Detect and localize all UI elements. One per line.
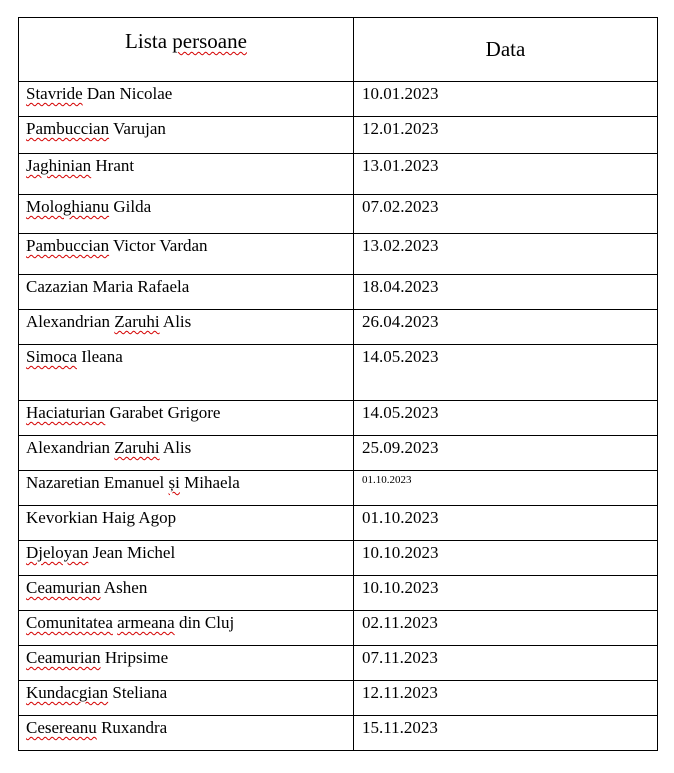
table-row (19, 234, 658, 275)
date-cell: 13.02.2023 (354, 234, 658, 275)
date-cell: 14.05.2023 (354, 345, 658, 401)
person-name-text: Ceamurian (26, 578, 101, 597)
person-name-text: Cazazian Maria Rafaela (26, 277, 190, 296)
table-row (19, 275, 658, 310)
person-name-text: Gilda (109, 197, 152, 216)
date-cell: 07.02.2023 (354, 195, 658, 234)
date-cell: 25.09.2023 (354, 436, 658, 471)
person-name-cell (19, 646, 354, 681)
person-name-text: Garabet Grigore (105, 403, 221, 422)
table-row (19, 646, 658, 681)
person-name-text: Haciaturian (26, 403, 106, 422)
person-name-text: armeana (117, 613, 175, 632)
person-name-text: Comunitatea (26, 613, 113, 632)
persons-table (18, 17, 658, 751)
person-name-text: Alis (159, 438, 192, 457)
date-cell: 12.01.2023 (354, 117, 658, 154)
person-name-cell (19, 310, 354, 345)
person-name-cell (19, 716, 354, 751)
person-name-text: Stavride (26, 84, 83, 103)
table-row (19, 154, 658, 195)
person-name-text: Mologhianu (26, 197, 110, 216)
person-name-cell (19, 576, 354, 611)
date-cell: 02.11.2023 (354, 611, 658, 646)
person-name-text: Mihaela (179, 473, 240, 492)
date-cell: 12.11.2023 (354, 681, 658, 716)
person-name-cell (19, 234, 354, 275)
table-row (19, 541, 658, 576)
table-row (19, 471, 658, 506)
person-name-text: Ileana (77, 347, 123, 366)
person-name-text: Kundacgian (26, 683, 109, 702)
person-name-text: Ashen (100, 578, 148, 597)
table-row (19, 401, 658, 436)
date-cell: 18.04.2023 (354, 275, 658, 310)
person-name-text: Simoca (26, 347, 77, 366)
person-name-text: Jean Michel (88, 543, 176, 562)
person-name-text: Steliana (108, 683, 168, 702)
date-cell: 13.01.2023 (354, 154, 658, 195)
date-cell: 26.04.2023 (354, 310, 658, 345)
person-name-cell (19, 506, 354, 541)
table-row (19, 716, 658, 751)
table-row (19, 345, 658, 401)
person-name-text: Alis (159, 312, 192, 331)
person-name-text: Ruxandra (96, 718, 168, 737)
header-cell-date (354, 18, 658, 82)
table-row (19, 681, 658, 716)
person-name-text: Alexandrian (26, 438, 115, 457)
person-name-cell (19, 154, 354, 195)
person-name-text: Zaruhi (114, 438, 160, 457)
table-row (19, 117, 658, 154)
person-name-cell (19, 681, 354, 716)
header-date-label: Data (485, 37, 526, 61)
header-list-label: Lista persoane (125, 29, 247, 53)
table-row (19, 82, 658, 117)
person-name-cell (19, 195, 354, 234)
person-name-text: Pambuccian (26, 119, 110, 138)
table-row (19, 195, 658, 234)
table-row (19, 576, 658, 611)
table-row (19, 611, 658, 646)
date-cell: 07.11.2023 (354, 646, 658, 681)
person-name-text: Djeloyan (26, 543, 89, 562)
person-name-cell (19, 436, 354, 471)
table-header-row (19, 18, 658, 82)
person-name-cell (19, 541, 354, 576)
table-row (19, 310, 658, 345)
person-name-text: din Cluj (174, 613, 235, 632)
person-name-text: Ceamurian (26, 648, 101, 667)
person-name-cell (19, 611, 354, 646)
person-name-text: Cesereanu (26, 718, 97, 737)
person-name-cell (19, 401, 354, 436)
date-cell: 10.10.2023 (354, 576, 658, 611)
person-name-text: Kevorkian Haig Agop (26, 508, 177, 527)
person-name-text: Dan Nicolae (82, 84, 173, 103)
table-row (19, 506, 658, 541)
person-name-cell (19, 275, 354, 310)
person-name-text: și (168, 473, 180, 492)
person-name-cell (19, 117, 354, 154)
person-name-text: Jaghinian (26, 156, 92, 175)
person-name-text: Hripsime (100, 648, 169, 667)
person-name-cell (19, 471, 354, 506)
person-name-text: Hrant (91, 156, 135, 175)
date-cell: 15.11.2023 (354, 716, 658, 751)
person-name-text: Varujan (109, 119, 166, 138)
date-cell: 01.10.2023 (354, 471, 658, 506)
person-name-cell (19, 82, 354, 117)
person-name-text: Alexandrian (26, 312, 115, 331)
date-cell: 01.10.2023 (354, 506, 658, 541)
date-cell: 10.01.2023 (354, 82, 658, 117)
person-name-text: Victor Vardan (109, 236, 208, 255)
person-name-text: Zaruhi (114, 312, 160, 331)
date-cell: 14.05.2023 (354, 401, 658, 436)
header-cell-list (19, 18, 354, 82)
date-cell: 10.10.2023 (354, 541, 658, 576)
person-name-cell (19, 345, 354, 401)
table-row (19, 436, 658, 471)
person-name-text: Nazaretian Emanuel (26, 473, 169, 492)
person-name-text: Pambuccian (26, 236, 110, 255)
